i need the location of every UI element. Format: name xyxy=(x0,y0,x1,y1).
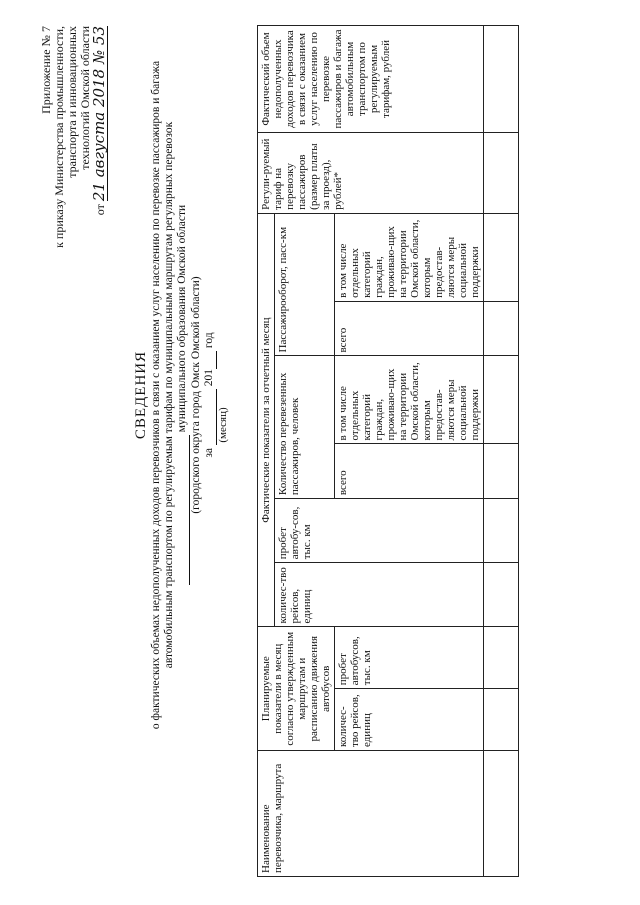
data-table xyxy=(257,25,519,877)
table-cell xyxy=(484,213,519,301)
heading-line: о фактических объемах недополученных доходов перевозчиков в связи с оказанием услуг населению по перевозке пассажиров и багажа xyxy=(150,60,162,730)
table-row xyxy=(484,26,519,877)
header-passengers-including: в том числе отдельных категорий граждан, проживаю-щих на территории Омской области, которым предостав-ляются меры социальной поддержки xyxy=(335,356,484,444)
period-prefix: за xyxy=(203,447,215,458)
document-title: СВЕДЕНИЯ xyxy=(133,350,149,440)
appendix-title: Приложение № 7 xyxy=(39,26,53,114)
appendix-line: транспорта и инновационных xyxy=(65,26,79,178)
header-passengers-total: всего xyxy=(335,444,484,499)
period-suffix: год xyxy=(203,332,215,349)
municipality-blank xyxy=(176,435,190,585)
heading-line: (городского округа город Омск Омской области) xyxy=(190,276,202,514)
document-heading xyxy=(135,35,230,755)
header-pass-km-total: всего xyxy=(335,301,484,356)
header-pass-km-group: Пассажирооборот, пасс-км xyxy=(275,213,335,356)
year-blank xyxy=(203,351,217,369)
month-blank xyxy=(203,389,217,445)
period-year: 201 xyxy=(203,368,215,387)
header-pass-km-including: в том числе отдельных категорий граждан, проживаю-щих на территории Омской области, которым предостав-ляются меры социальной поддержки xyxy=(335,213,484,301)
table-cell xyxy=(484,499,519,563)
header-planned-trips: количес-тво рейсов, единиц xyxy=(335,689,484,751)
header-tariff: Регули-руемый тариф на перевозку пассажиров (размер платы за проезд), рублей* xyxy=(258,133,484,214)
period-line xyxy=(203,35,217,755)
table-cell xyxy=(484,627,519,689)
appendix-line: к приказу Министерства промышленности, xyxy=(52,26,66,248)
header-lost-income: Фактический объем недополученных доходов перевозчика в связи с оказанием услуг населению по перевозке пассажиров и багажа автомобильным транспортом по регулируемым тарифам, рублей xyxy=(258,26,484,133)
table-cell xyxy=(484,26,519,133)
appendix-date xyxy=(92,26,108,248)
table-cell xyxy=(484,444,519,499)
header-planned-mileage: пробет автобусов, тыс. км xyxy=(335,627,484,689)
appendix-line: технологий Омской области xyxy=(78,26,92,170)
table-cell xyxy=(484,356,519,444)
header-carrier-name: Наименование перевозчика, маршрута xyxy=(258,751,484,877)
date-prefix: от xyxy=(93,204,107,216)
header-actual-trips: количес-тво рейсов, единиц xyxy=(275,563,484,627)
header-passengers-group: Количество перевезенных пассажиров, человек xyxy=(275,356,335,499)
table-cell xyxy=(484,133,519,214)
heading-line xyxy=(176,35,190,755)
header-actual-group: Фактические показатели за отчетный месяц xyxy=(258,213,275,627)
heading-municipality: муниципального образования Омской области xyxy=(176,204,188,433)
handwritten-date: 21 августа 2018 № 53 xyxy=(90,26,108,202)
heading-line: автомобильным транспортом по регулируемым тарифам по муниципальным маршрутам регулярных перевозок xyxy=(163,121,175,669)
table-cell xyxy=(484,301,519,356)
appendix-block xyxy=(40,26,108,248)
period-caption: (месяц) xyxy=(217,407,229,443)
table-cell xyxy=(484,563,519,627)
header-actual-mileage: пробет автобу-сов, тыс. км xyxy=(275,499,484,563)
table-cell xyxy=(484,751,519,877)
header-planned-group: Планируемые показатели в месяц согласно утвержденным маршрутам и расписанию движения автобусов xyxy=(258,627,335,751)
table-cell xyxy=(484,689,519,751)
